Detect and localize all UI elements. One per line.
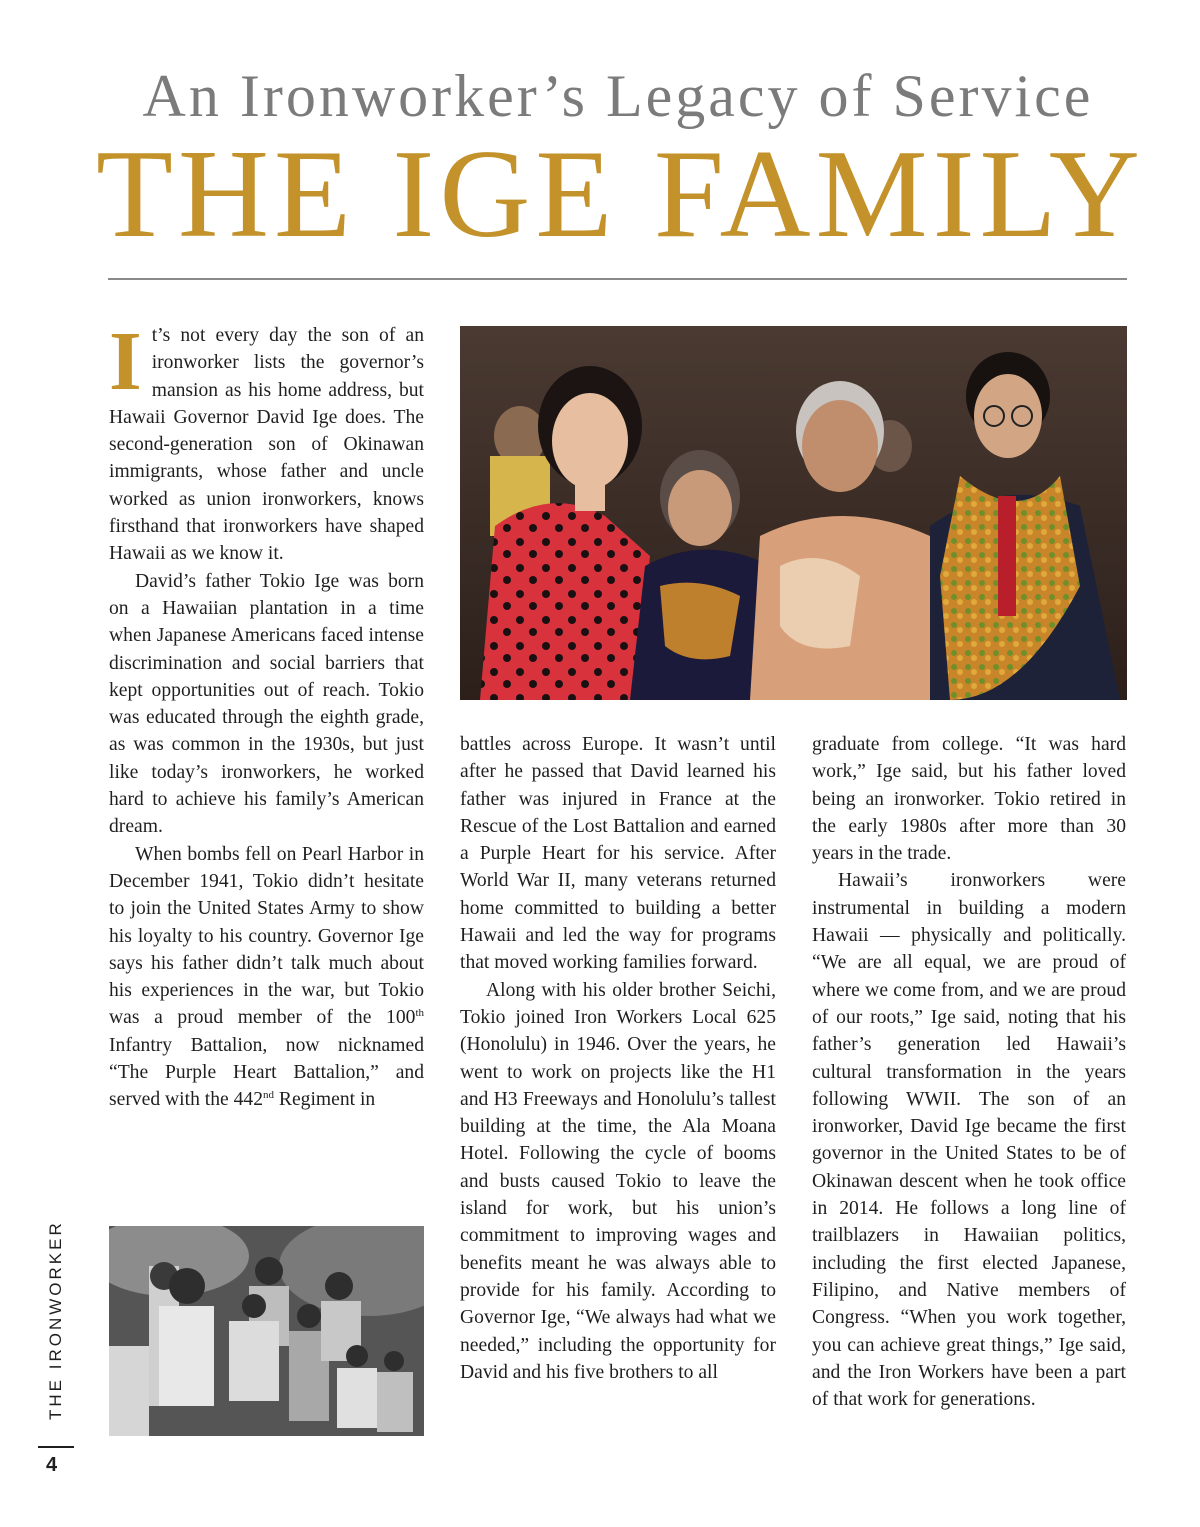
superscript-th: th [415,1007,424,1020]
paragraph-3-continued: battles across Europe. It wasn’t until after he passed that David learned his father was injured in France at the Rescue of the Lost Battalion and earned a Purple Heart for his service. After World War II, many veterans returned home committed to building a better Hawaii and led the way for programs that moved working families forward. [460,734,776,974]
paragraph-1 [109,315,424,568]
article-kicker: An Ironworker’s Legacy of Service [142,63,1094,129]
paragraph-4: Along with his older brother Seichi, Tokio joined Iron Workers Local 625 (Honolulu) in 1946. Over the years, he went to work on projects like the H1 and H3 Freeways and Honolulu’s tallest building at the time, the Ala Moana Hotel. Following the cycle of booms and busts caused Tokio to leave the island for work, but his union’s commitment to improving wages and benefits meant he was always able to provide for his family. According to Governor Ige, “We always had what we needed,” including the opportunity for David and his five brothers to all [460,979,776,1383]
page-number: 4 [46,1454,58,1476]
paragraph-4-continued: graduate from college. “It was hard work,” Ige said, but his father loved being an ironworker. Tokio retired in the early 1980s after more than 30 years in the trade. [812,734,1126,865]
paragraph-2: David’s father Tokio Ige was born on a Hawaiian plantation in a time when Japanese Americans faced intense discrimination and social barriers that kept opportunities out of reach. Tokio was educated through the eighth grade, as was common in the 1930s, but just like today’s ironworkers, he worked hard to achieve his family’s American dream. [109,570,424,838]
paragraph-3-text-c: Regiment in [274,1089,376,1111]
paragraph-3-text-a: When bombs fell on Pearl Harbor in December 1941, Tokio didn’t hesitate to join the United States Army to show his loyalty to his country. Governor Ige says his father didn’t talk much about his experiences in the war, but Tokio was a proud member of the 100 [109,843,424,1029]
column-3 [812,731,1126,1413]
folio-divider [38,1446,74,1448]
paragraph-1-text: t’s not every day the son of an ironworker lists the governor’s mansion as his home address, but Hawaii Governor David Ige does. The second-generation son of Okinawan immigrants, whose father and uncle worked as union ironworkers, knows firsthand that ironworkers have shaped Hawaii as we know it. [109,325,424,565]
column-2 [460,731,776,1386]
header-divider [108,278,1127,280]
paragraph-3-text-b: Infantry Battalion, now nicknamed “The Purple Heart Battalion,” and served with the 442 [109,1034,424,1111]
family-event-photo [460,326,1127,700]
paragraph-3 [109,841,424,1114]
column-1 [109,315,424,1114]
publication-name: THE IRONWORKER [46,1220,65,1420]
article-headline: THE IGE FAMILY [96,125,1145,264]
superscript-nd: nd [263,1089,274,1102]
drop-cap: I [109,315,142,408]
family-children-photo [109,1226,424,1436]
paragraph-5: Hawaii’s ironworkers were instrumental in building a modern Hawaii — physically and politically. “We are all equal, we are proud of where we come from, and we are proud of our roots,” Ige said, noting that his father’s generation led Hawaii’s cultural transformation in the years following WWII. The son of an ironworker, David Ige became the first governor in the United States to be of Okinawan descent when he took office in 2014. He follows a long line of trailblazers in Hawaiian politics, including the first elected Japanese, Filipino, and Native members of Congress. “When you work together, you can achieve great things,” Ige said, and the Iron Workers have been a part of that work for generations. [812,870,1126,1411]
